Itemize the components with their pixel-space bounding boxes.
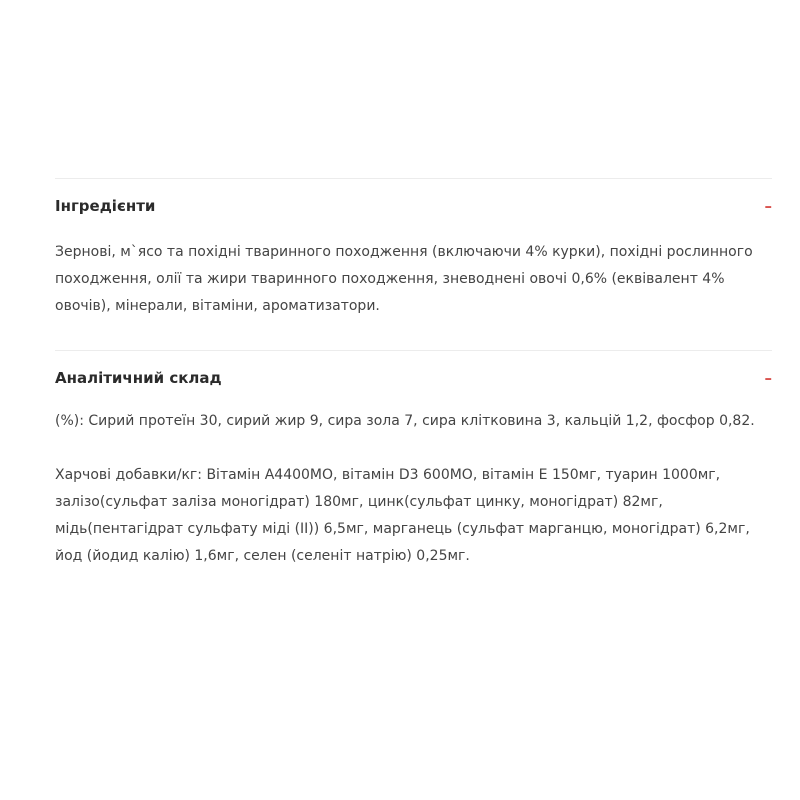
- ingredients-section: [55, 178, 772, 350]
- collapse-icon[interactable]: –: [764, 368, 772, 387]
- analytical-composition-section: [55, 350, 772, 598]
- collapse-icon[interactable]: –: [764, 196, 772, 215]
- analytical-composition-text: (%): Сирий протеїн 30, сирий жир 9, сира зола 7, сира клітковина 3, кальцій 1,2, фосфор 0,82.: [55, 413, 755, 429]
- ingredients-title: Інгредієнти: [55, 197, 156, 215]
- analytical-composition-title: Аналітичний склад: [55, 369, 222, 387]
- analytical-composition-section-header[interactable]: [55, 351, 772, 405]
- ingredients-text: Зернові, м`ясо та похідні тваринного походження (включаючи 4% курки), похідні рослинного походження, олії та жири тваринного походження, зневоднені овочі 0,6% (еквівалент 4% овочів), мінерали, вітаміни, ароматизатори.: [55, 244, 753, 314]
- feed-additives-text: Харчові добавки/кг: Вітамін А4400МО, вітамін D3 600МО, вітамін Е 150мг, туарин 1000мг, залізо(сульфат заліза моногідрат) 180мг, цинк(сульфат цинку, моногідрат) 82мг, мідь(пентагідрат сульфату міді (II)) 6,5мг, марганець (сульфат марганцю, моногідрат) 6,2мг, йод (йодид калію) 1,6мг, селен (селеніт натрію) 0,25мг.: [55, 467, 750, 564]
- ingredients-section-header[interactable]: [55, 179, 772, 233]
- analytical-composition-body: [55, 405, 772, 598]
- ingredients-body: [55, 233, 772, 350]
- product-details-accordion: [55, 178, 772, 598]
